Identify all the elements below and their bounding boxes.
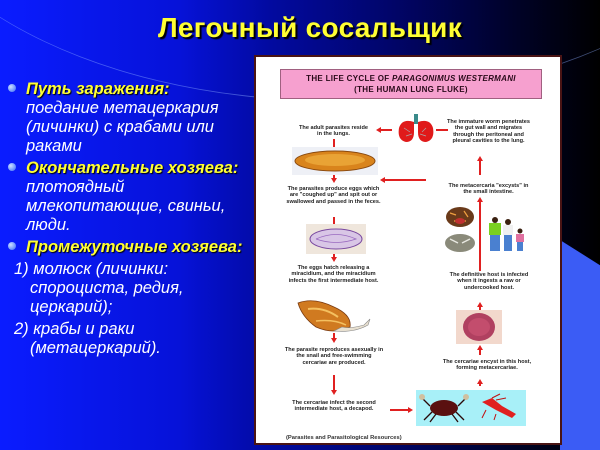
bullet-dot-icon	[8, 163, 16, 171]
bullet-dot-icon	[8, 84, 16, 92]
bullet-heading: Окончательные хозяева:	[26, 159, 239, 177]
crab-crayfish-image	[416, 390, 526, 426]
bullet-definitive-hosts	[6, 159, 256, 235]
arrow-head-down	[331, 178, 337, 183]
step-hatch: The eggs hatch releasing a miracidium, and the miracidium infects the first intermediate host.	[288, 265, 379, 284]
tiger-wolf-image	[444, 205, 480, 255]
bullet-body: поедание метацеркария (личинки) с крабами или раками	[26, 99, 219, 155]
bullet-heading: Путь заражения:	[26, 80, 170, 98]
sub-item-1-line2: спороциста, редия,	[30, 279, 184, 297]
header-subtitle: (THE HUMAN LUNG FLUKE)	[354, 85, 468, 94]
arrow	[390, 409, 408, 411]
sub-item-1-line3: церкарий);	[30, 298, 113, 316]
arrow-head-down	[331, 257, 337, 262]
snail-image	[294, 297, 374, 337]
bullet-dot-icon	[8, 242, 16, 250]
arrow	[479, 383, 481, 386]
metacercaria-image	[456, 310, 502, 344]
step-encyst: The cercariae encyst in this host, forming metacercariae.	[442, 359, 532, 372]
header-prefix: THE LIFE CYCLE OF	[306, 74, 393, 83]
arrow	[380, 129, 392, 131]
step-adult: The adult parasites reside in the lungs.	[298, 125, 368, 138]
sub-item-2-line2: (метацеркарий).	[30, 339, 161, 357]
header-species: PARAGONIMUS WESTERMANI	[392, 74, 516, 83]
sub-item-2-line1: 2) крабы и раки	[14, 320, 135, 338]
step-excyst: The metacercaria "excysts" in the small intestine.	[448, 183, 529, 196]
arrow	[479, 201, 481, 271]
bullet-infection-route	[6, 80, 256, 156]
bullet-body: плотоядный млекопитающие, свиньи, люди.	[26, 178, 226, 234]
lungs-icon	[396, 114, 436, 144]
arrow-head-down	[331, 338, 337, 343]
step-infect-second: The cercariae infect the second intermediate host, a decapod.	[292, 400, 376, 413]
arrow	[479, 349, 481, 355]
arrow	[333, 139, 335, 147]
arrow-head-right	[408, 407, 413, 413]
step-eggs: The parasites produce eggs which are "coughed up" and spit out or swallowed and passed in the feces.	[286, 186, 381, 205]
bullet-intermediate-hosts	[6, 238, 256, 257]
arrow	[384, 179, 426, 181]
arrow	[333, 375, 335, 391]
step-reproduce: The parasite reproduces asexually in the snail and free-swimming cercariae are produced.	[284, 347, 384, 366]
step-immature: The immature worm penetrates the gut wall and migrates through the peritoneal and pleural cavities to the lung.	[447, 119, 530, 145]
diagram-footer: (Parasites and Parasitological Resources)	[286, 435, 402, 441]
sub-item-1-line1: 1) молюск (личинки:	[14, 260, 169, 278]
bullet-heading: Промежуточные хозяева:	[26, 238, 243, 256]
family-image	[486, 217, 528, 253]
egg-image	[306, 224, 366, 254]
slide-title: Легочный сосальщик	[157, 12, 463, 43]
arrow-head-down	[331, 390, 337, 395]
left-text-column	[6, 80, 256, 358]
background-accent	[560, 240, 600, 450]
adult-fluke-image	[292, 147, 378, 175]
life-cycle-diagram	[254, 55, 562, 445]
step-definitive: The definitive host is infected when it ingests a raw or undercooked host.	[449, 272, 529, 291]
intermediate-host-list	[6, 260, 256, 358]
arrow	[479, 160, 481, 175]
diagram-header	[280, 69, 542, 99]
